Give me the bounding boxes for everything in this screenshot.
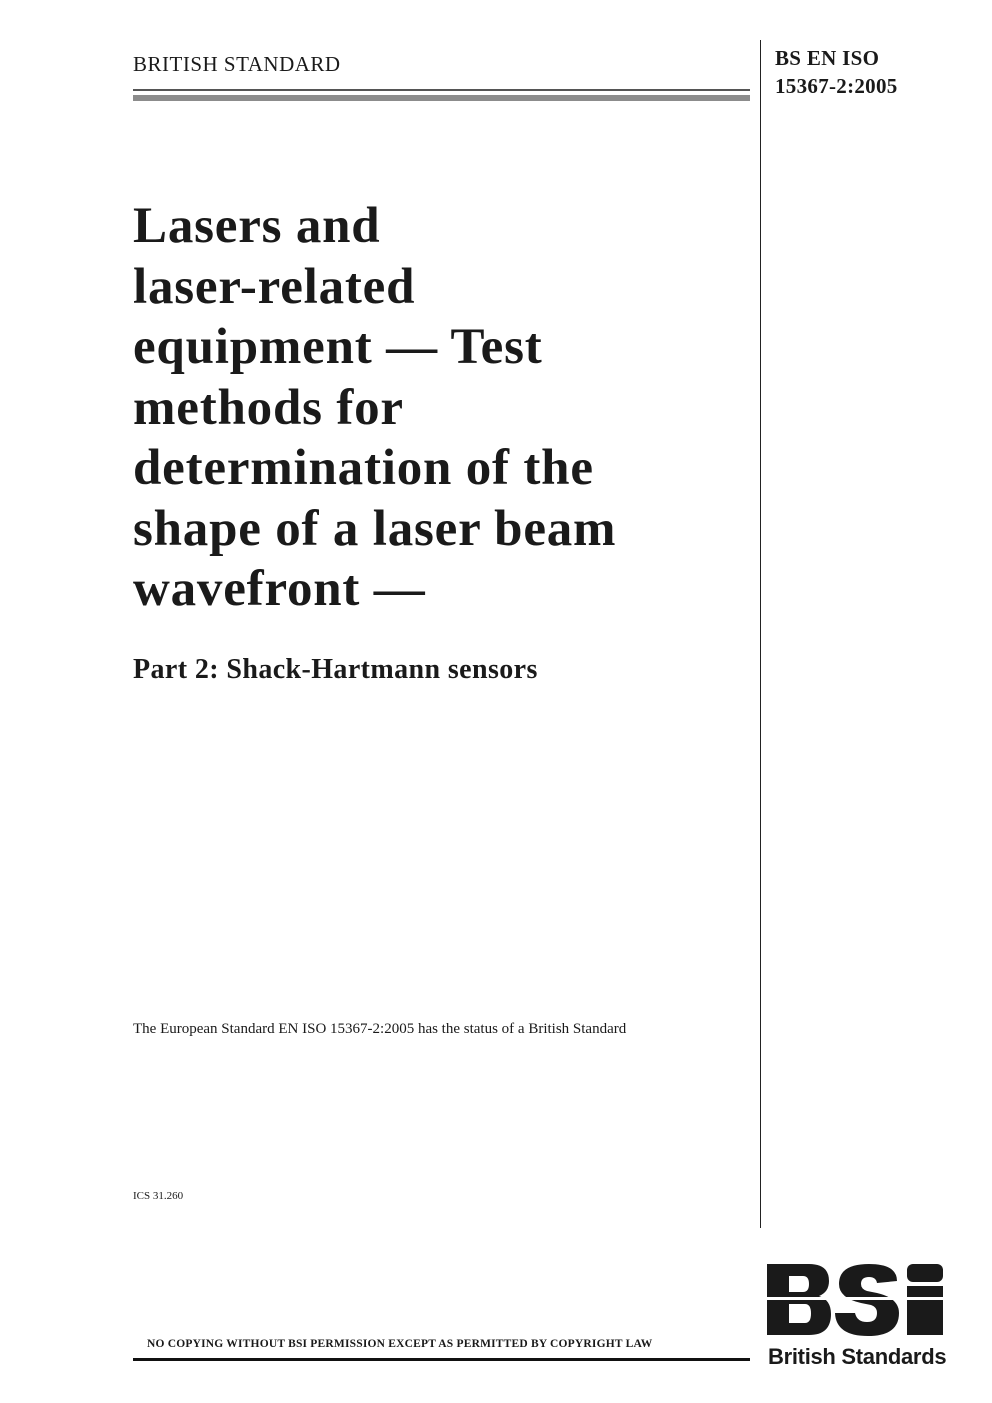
vertical-divider (760, 40, 761, 1228)
series-label: BRITISH STANDARD (133, 52, 341, 76)
copyright-notice: NO COPYING WITHOUT BSI PERMISSION EXCEPT AS PERMITTED BY COPYRIGHT LAW (147, 1338, 653, 1350)
title-line: laser-related (133, 258, 416, 315)
title-line: wavefront — (133, 561, 426, 617)
ics-code: ICS 31.260 (133, 1190, 184, 1202)
title-line: equipment — Test (133, 319, 543, 375)
status-statement: The European Standard EN ISO 15367-2:2005 has the status of a British Standard (133, 1021, 627, 1037)
standard-number-line2: 15367-2:2005 (775, 74, 898, 98)
standard-number (775, 44, 898, 100)
title-line: determination of the (133, 440, 594, 496)
header-rule-thin (133, 89, 750, 91)
document-title (133, 196, 733, 620)
title-line: methods for (133, 379, 404, 436)
title-line: Lasers and (133, 198, 381, 254)
bsi-logo-caption: British Standards (768, 1344, 947, 1369)
document-subtitle: Part 2: Shack-Hartmann sensors (133, 654, 538, 685)
title-line: shape of a laser beam (133, 500, 617, 557)
standard-number-line1: BS EN ISO (775, 46, 880, 70)
header-rule-thick (133, 95, 750, 101)
footer-rule (133, 1358, 750, 1361)
